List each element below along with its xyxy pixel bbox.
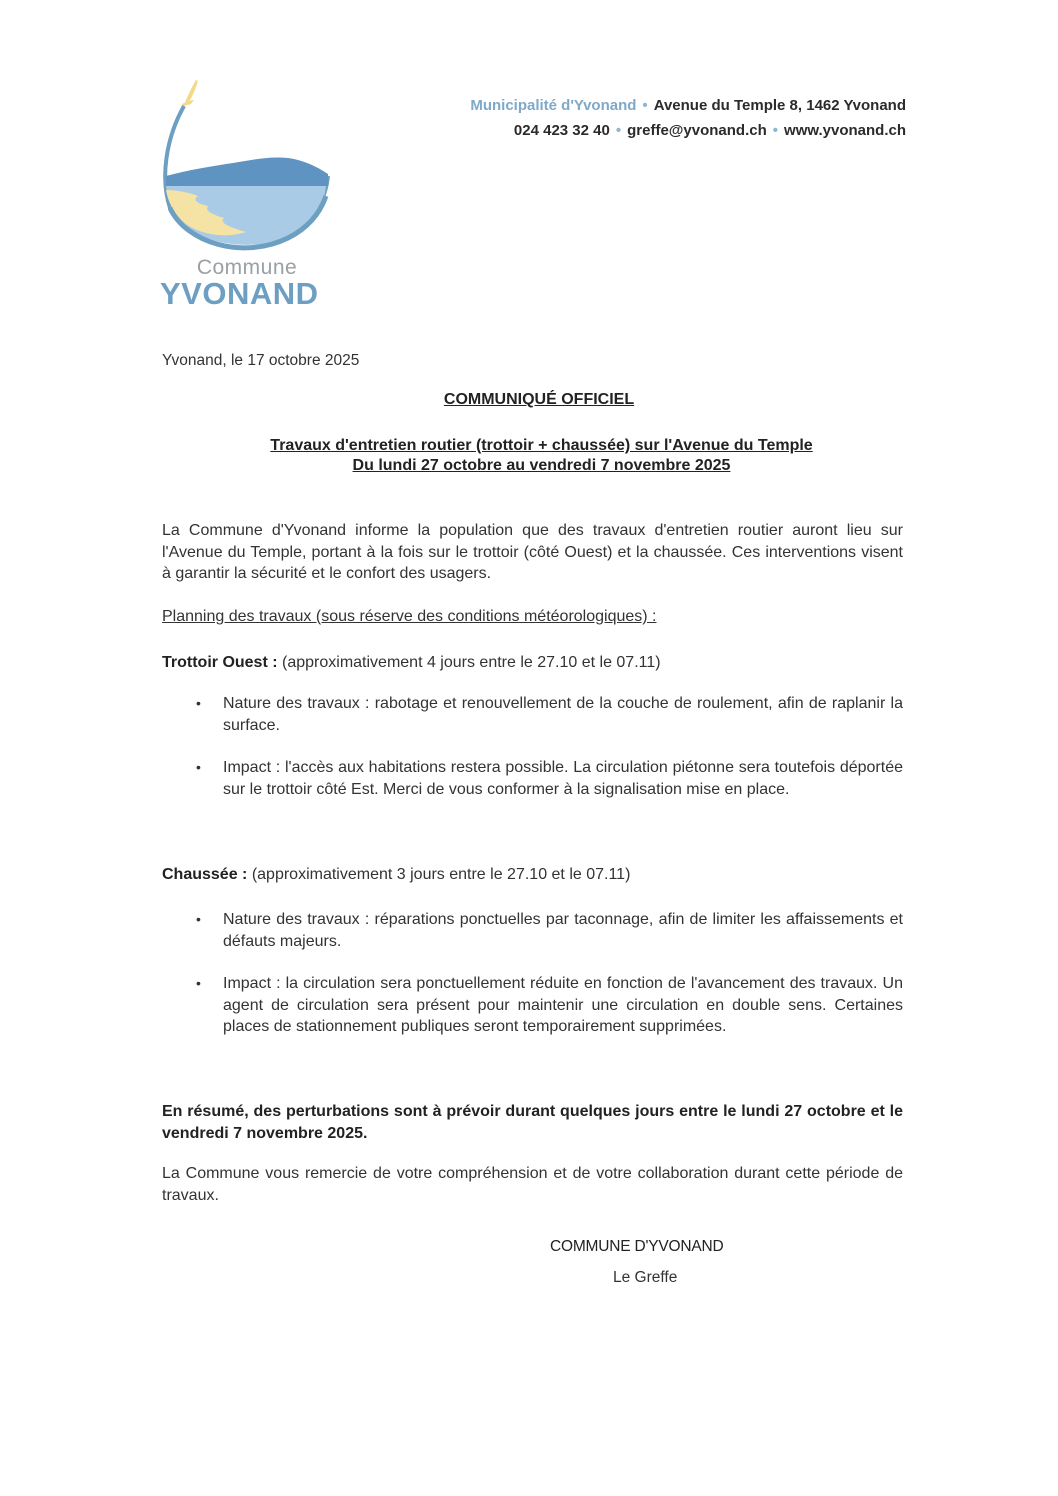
separator-dot: • (615, 122, 622, 139)
section-detail: (approximativement 3 jours entre le 27.10 et le 07.11) (247, 866, 631, 883)
date-line: Yvonand, le 17 octobre 2025 (162, 352, 360, 369)
bullet-icon: • (196, 759, 201, 775)
list-item-text: Impact : la circulation sera ponctuellement réduite en fonction de l'avancement des travaux. Un agent de circulation sera présent pour maintenir une circulation en double sens. Certaines places de stationnement publiques seront temporairement supprimées. (223, 975, 903, 1035)
header-line-1 (470, 93, 906, 118)
document-title: COMMUNIQUÉ OFFICIEL (443, 391, 635, 408)
municipality-name: Municipalité d'Yvonand (470, 97, 637, 114)
bullet-icon: • (196, 911, 201, 927)
separator-dot: • (772, 122, 779, 139)
bullet-icon: • (196, 975, 201, 991)
section-heading-trottoir (162, 652, 903, 674)
signature-role: Le Greffe (613, 1269, 678, 1286)
bullet-list-trottoir (162, 693, 903, 821)
subtitle-line-2: Du lundi 27 octobre au vendredi 7 novembre 2025 (352, 457, 731, 474)
mountain-icon (166, 157, 328, 186)
lake-landscape-emblem-icon (158, 78, 333, 258)
intro-paragraph: La Commune d'Yvonand informe la population que des travaux d'entretien routier auront lieu sur l'Avenue du Temple, portant à la fois sur le trottoir (côté Ouest) et la chaussée. Ces interventions visent à garantir la sécurité et le confort des usagers. (162, 522, 903, 582)
subtitle-line-1: Travaux d'entretien routier (trottoir + chaussée) sur l'Avenue du Temple (270, 437, 813, 454)
address: Avenue du Temple 8, 1462 Yvonand (653, 97, 906, 114)
email-link[interactable]: greffe@yvonand.ch (627, 122, 767, 139)
list-item (162, 757, 903, 800)
separator-dot: • (642, 97, 648, 114)
phone: 024 423 32 40 (513, 122, 610, 139)
section-heading-chaussee (162, 864, 903, 886)
section-label: Chaussée : (162, 866, 248, 883)
commune-logo (158, 78, 333, 313)
document-subtitle (0, 436, 1058, 476)
header-contact (470, 93, 906, 143)
section-label: Trottoir Ouest : (162, 654, 278, 671)
section-detail: (approximativement 4 jours entre le 27.10 et le 07.11) (277, 654, 661, 671)
bullet-icon: • (196, 695, 201, 711)
list-item (162, 973, 903, 1038)
list-item (162, 909, 903, 952)
thanks-paragraph: La Commune vous remercie de votre compréhension et de votre collaboration durant cette période de travaux. (162, 1165, 903, 1204)
bullet-list-chaussee (162, 909, 903, 1059)
header-line-2 (470, 118, 906, 143)
logo-commune-text: Commune (196, 256, 298, 279)
list-item-text: Impact : l'accès aux habitations restera possible. La circulation piétonne sera toutefois déportée sur le trottoir côté Est. Merci de vous conformer à la signalisation mise en place. (223, 759, 903, 798)
website-link[interactable]: www.yvonand.ch (784, 122, 906, 139)
planning-heading: Planning des travaux (sous réserve des conditions météorologiques) : (162, 608, 657, 625)
list-item (162, 693, 903, 736)
list-item-text: Nature des travaux : rabotage et renouvellement de la couche de roulement, afin de raplanir la surface. (223, 695, 903, 734)
summary-paragraph: En résumé, des perturbations sont à prévoir durant quelques jours entre le lundi 27 octobre et le vendredi 7 novembre 2025. (162, 1103, 903, 1142)
list-item-text: Nature des travaux : réparations ponctuelles par taconnage, afin de limiter les affaissements et défauts majeurs. (223, 911, 903, 950)
logo-name-text: YVONAND (160, 276, 319, 311)
signature-organization: COMMUNE D'YVONAND (550, 1238, 724, 1255)
reed-icon (185, 80, 198, 102)
